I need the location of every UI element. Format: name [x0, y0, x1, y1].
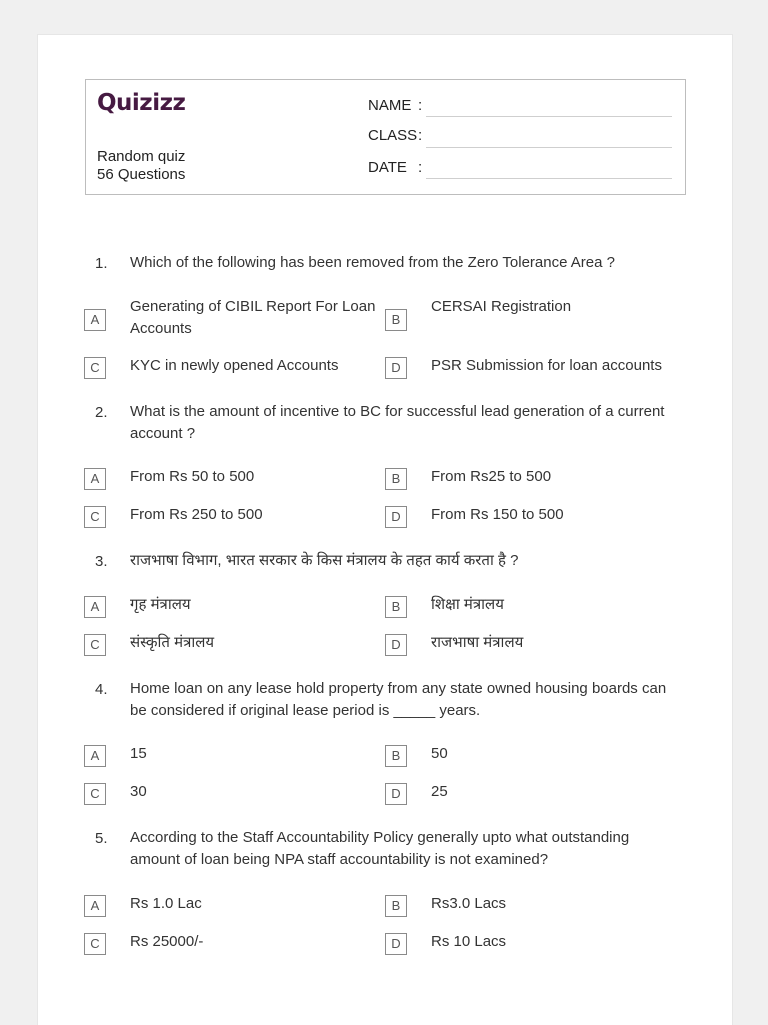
- option-text-b: Rs3.0 Lacs: [431, 895, 507, 912]
- option-text-c: From Rs 250 to 500: [130, 506, 263, 523]
- option-text-c: 30: [130, 783, 147, 800]
- option-text-b: CERSAI Registration: [431, 298, 572, 315]
- question-count: 56 Questions: [97, 166, 186, 183]
- question-number: 4.: [95, 681, 108, 698]
- question-number: 3.: [95, 553, 108, 570]
- question-number: 2.: [95, 404, 108, 421]
- class-label: CLASS: [368, 127, 418, 144]
- option-text-b: 50: [431, 745, 448, 762]
- option-box-b[interactable]: B: [385, 895, 407, 917]
- option-box-d[interactable]: D: [385, 357, 407, 379]
- option-box-c[interactable]: C: [84, 357, 106, 379]
- question-text: Home loan on any lease hold property from any state owned housing boards can be considered if original lease period is _____ years.: [130, 680, 667, 719]
- date-field[interactable]: [426, 178, 672, 179]
- date-label: DATE: [368, 159, 407, 176]
- name-colon: :: [418, 97, 423, 114]
- option-box-d[interactable]: D: [385, 783, 407, 805]
- option-text-d: From Rs 150 to 500: [431, 506, 564, 523]
- question-text: What is the amount of incentive to BC for successful lead generation of a current account ?: [130, 403, 665, 442]
- option-box-c[interactable]: C: [84, 634, 106, 656]
- option-box-d[interactable]: D: [385, 933, 407, 955]
- option-text-c: Rs 25000/-: [130, 933, 204, 950]
- option-text-a: 15: [130, 745, 147, 762]
- option-box-c[interactable]: C: [84, 933, 106, 955]
- option-box-c[interactable]: C: [84, 783, 106, 805]
- option-box-b[interactable]: B: [385, 745, 407, 767]
- option-text-a: From Rs 50 to 500: [130, 468, 255, 485]
- option-text-a: गृह मंत्रालय: [130, 596, 191, 613]
- question-text: राजभाषा विभाग, भारत सरकार के किस मंत्रालय के तहत कार्य करता है ?: [130, 552, 519, 569]
- option-text-a: Rs 1.0 Lac: [130, 895, 202, 912]
- option-text-d: राजभाषा मंत्रालय: [431, 634, 524, 651]
- option-box-b[interactable]: B: [385, 309, 407, 331]
- name-label: NAME: [368, 97, 412, 114]
- name-field[interactable]: [426, 116, 672, 117]
- option-text-b: From Rs25 to 500: [431, 468, 552, 485]
- date-colon: :: [418, 159, 423, 176]
- option-box-a[interactable]: A: [84, 745, 106, 767]
- worksheet-header: [85, 79, 686, 195]
- option-box-a[interactable]: A: [84, 895, 106, 917]
- option-text-d: 25: [431, 783, 448, 800]
- option-text-a: Generating of CIBIL Report For Loan Accounts: [130, 298, 376, 337]
- option-text-d: Rs 10 Lacs: [431, 933, 507, 950]
- option-box-a[interactable]: A: [84, 596, 106, 618]
- question-number: 5.: [95, 830, 108, 847]
- quiz-title: Random quiz: [97, 148, 186, 165]
- class-colon: :: [418, 127, 423, 144]
- question-number: 1.: [95, 255, 108, 272]
- question-text: Which of the following has been removed from the Zero Tolerance Area ?: [130, 254, 615, 271]
- question-text: According to the Staff Accountability Policy generally upto what outstanding amount of loan being NPA staff accountability is not examined?: [130, 829, 630, 868]
- option-box-d[interactable]: D: [385, 634, 407, 656]
- option-text-c: KYC in newly opened Accounts: [130, 357, 339, 374]
- worksheet-page: [37, 34, 733, 1025]
- option-text-b: शिक्षा मंत्रालय: [431, 596, 504, 613]
- option-box-a[interactable]: A: [84, 309, 106, 331]
- option-box-a[interactable]: A: [84, 468, 106, 490]
- option-box-c[interactable]: C: [84, 506, 106, 528]
- class-field[interactable]: [426, 147, 672, 148]
- quizizz-logo: Quizizz: [97, 90, 186, 116]
- option-text-d: PSR Submission for loan accounts: [431, 357, 662, 374]
- option-box-d[interactable]: D: [385, 506, 407, 528]
- option-box-b[interactable]: B: [385, 468, 407, 490]
- option-box-b[interactable]: B: [385, 596, 407, 618]
- option-text-c: संस्कृति मंत्रालय: [130, 634, 215, 651]
